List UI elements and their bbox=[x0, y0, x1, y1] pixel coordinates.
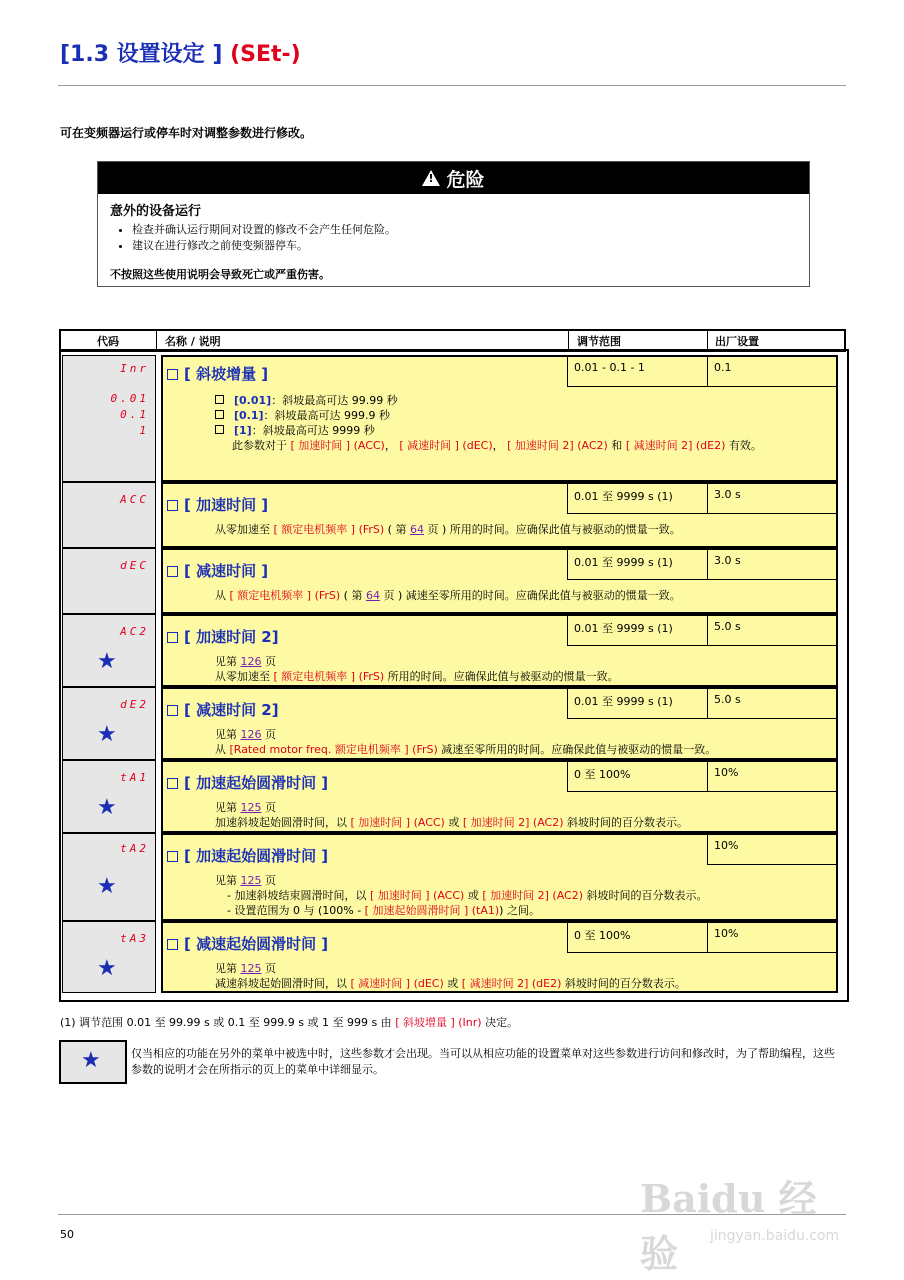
option-code: 0.01 bbox=[110, 392, 149, 405]
danger-subtitle: 意外的设备运行 bbox=[110, 204, 202, 219]
table-row bbox=[62, 833, 838, 921]
checkbox-icon bbox=[167, 500, 178, 511]
legend-box bbox=[59, 1040, 127, 1084]
factory-cell: 3.0 s bbox=[707, 550, 836, 580]
col-range: 调节范围 bbox=[577, 335, 621, 348]
param-name: [ 减速时间 ] bbox=[167, 560, 268, 581]
page-number: 50 bbox=[60, 1228, 74, 1241]
col-factory: 出厂设置 bbox=[715, 335, 759, 348]
param-code: dEC bbox=[120, 559, 149, 572]
param-description: 见第 125 页 加速斜坡起始圆滑时间，以 [ 加速时间 ] (ACC) 或 [ 加速时间 2] (AC2) 斜坡时间的百分数表示。 bbox=[215, 801, 689, 829]
danger-heading: 危险 bbox=[446, 168, 485, 191]
star-icon: ★ bbox=[97, 956, 117, 981]
title-code: (SEt-) bbox=[230, 42, 301, 67]
page-link[interactable]: 126 bbox=[240, 655, 262, 668]
option-code: 1 bbox=[139, 424, 149, 437]
code-cell bbox=[62, 482, 156, 548]
range-cell: 0.01 至 9999 s (1) bbox=[567, 616, 707, 646]
param-name: [ 减速时间 2] bbox=[167, 699, 279, 720]
param-code: dE2 bbox=[120, 698, 149, 711]
param-description: 见第 125 页 减速斜坡起始圆滑时间，以 [ 减速时间 ] (dEC) 或 [ 减速时间 2] (dE2) 斜坡时间的百分数表示。 bbox=[215, 962, 686, 990]
checkbox-icon bbox=[167, 566, 178, 577]
header-divider bbox=[58, 85, 846, 86]
description-cell bbox=[161, 833, 838, 921]
code-cell bbox=[62, 614, 156, 687]
range-cell: 0 至 100% bbox=[567, 762, 707, 792]
param-name: [ 加速时间 ] bbox=[167, 494, 268, 515]
factory-cell: 0.1 bbox=[707, 357, 836, 387]
page-link[interactable]: 125 bbox=[240, 874, 262, 887]
checkbox-icon bbox=[215, 425, 224, 434]
param-code: Inr bbox=[120, 362, 149, 375]
col-name: 名称 / 说明 bbox=[165, 335, 221, 348]
param-name: [ 加速时间 2] bbox=[167, 626, 279, 647]
code-cell bbox=[62, 548, 156, 614]
watermark bbox=[640, 1148, 850, 1276]
page-link[interactable]: 125 bbox=[240, 801, 262, 814]
param-name: [ 减速起始圆滑时间 ] bbox=[167, 933, 328, 954]
description-cell bbox=[161, 548, 838, 614]
checkbox-icon bbox=[167, 778, 178, 789]
range-cell: 0 至 100% bbox=[567, 923, 707, 953]
range-cell: 0.01 至 9999 s (1) bbox=[567, 484, 707, 514]
range-cell: 0.01 至 9999 s (1) bbox=[567, 689, 707, 719]
param-description: 见第 126 页 从 [Rated motor freq. 额定电机频率 ] (FrS) 减速至零所用的时间。应确保此值与被驱动的惯量一致。 bbox=[215, 728, 717, 756]
danger-header bbox=[98, 162, 809, 194]
factory-cell: 5.0 s bbox=[707, 689, 836, 719]
param-description: 见第 126 页 从零加速至 [ 额定电机频率 ] (FrS) 所用的时间。应确保此值与被驱动的惯量一致。 bbox=[215, 655, 619, 683]
param-name: [ 加速起始圆滑时间 ] bbox=[167, 772, 328, 793]
range-cell: 0.01 - 0.1 - 1 bbox=[567, 357, 707, 387]
page-link[interactable]: 64 bbox=[409, 523, 424, 536]
checkbox-icon bbox=[167, 632, 178, 643]
param-code: AC2 bbox=[120, 625, 149, 638]
page-link[interactable]: 125 bbox=[240, 962, 262, 975]
intro-text: 可在变频器运行或停车时对调整参数进行修改。 bbox=[60, 126, 313, 140]
range-cell: 0.01 至 9999 s (1) bbox=[567, 550, 707, 580]
factory-cell: 10% bbox=[707, 762, 836, 792]
param-description: [0.01]：斜坡最高可达 99.99 秒 [0.1]：斜坡最高可达 999.9 秒 [1]：斜坡最高可达 9999 秒 此参数对于 [ 加速时间 ] (ACC)， [ 减速时间 ] (dEC)， [ 加速时间 2] (AC2) 和 [ 减速时间 2] (dE2) 有效。 bbox=[215, 393, 762, 453]
description-cell bbox=[161, 482, 838, 548]
code-cell bbox=[62, 355, 156, 482]
table-row bbox=[62, 614, 838, 687]
star-icon: ★ bbox=[81, 1048, 101, 1073]
warning-icon: ! bbox=[422, 170, 440, 186]
watermark-url: jingyan.baidu.com bbox=[710, 1228, 840, 1244]
code-cell bbox=[62, 921, 156, 993]
table-row bbox=[62, 482, 838, 548]
checkbox-icon bbox=[167, 705, 178, 716]
star-icon: ★ bbox=[97, 874, 117, 899]
param-code: ACC bbox=[120, 493, 149, 506]
code-cell bbox=[62, 687, 156, 760]
table-row bbox=[62, 921, 838, 993]
star-icon: ★ bbox=[97, 649, 117, 674]
table-row bbox=[62, 548, 838, 614]
page-link[interactable]: 126 bbox=[240, 728, 262, 741]
star-icon: ★ bbox=[97, 795, 117, 820]
table-row bbox=[62, 760, 838, 833]
param-code: tA2 bbox=[120, 842, 149, 855]
param-name: [ 斜坡增量 ] bbox=[167, 363, 268, 384]
param-code: tA3 bbox=[120, 932, 149, 945]
code-cell bbox=[62, 760, 156, 833]
description-cell bbox=[161, 760, 838, 833]
col-code: 代码 bbox=[97, 335, 119, 348]
param-name: [ 加速起始圆滑时间 ] bbox=[167, 845, 328, 866]
param-description: 从 [ 额定电机频率 ] (FrS) ( 第 64 页 ) 减速至零所用的时间。应确保此值与被驱动的惯量一致。 bbox=[215, 589, 681, 602]
checkbox-icon bbox=[215, 410, 224, 419]
factory-cell: 10% bbox=[707, 835, 836, 865]
factory-cell: 3.0 s bbox=[707, 484, 836, 514]
factory-cell: 5.0 s bbox=[707, 616, 836, 646]
description-cell bbox=[161, 355, 838, 482]
table-row bbox=[62, 355, 838, 482]
description-cell bbox=[161, 614, 838, 687]
star-icon: ★ bbox=[97, 722, 117, 747]
footnote: (1) 调节范围 0.01 至 99.99 s 或 0.1 至 999.9 s 或 1 至 999 s 由 [ 斜坡增量 ] (Inr) 决定。 bbox=[60, 1016, 519, 1029]
danger-box bbox=[97, 161, 810, 287]
description-cell bbox=[161, 687, 838, 760]
param-description: 见第 125 页 - 加速斜坡结束圆滑时间，以 [ 加速时间 ] (ACC) 或 [ 加速时间 2] (AC2) 斜坡时间的百分数表示。 - 设置范围为 0 与 (100% - [ 加速起始圆滑时间 ] (tA1)) 之间。 bbox=[215, 874, 708, 917]
param-description: 从零加速至 [ 额定电机频率 ] (FrS) ( 第 64 页 ) 所用的时间。应确保此值与被驱动的惯量一致。 bbox=[215, 523, 681, 536]
title-main: [1.3 设置设定 ] bbox=[60, 42, 223, 67]
checkbox-icon bbox=[215, 395, 224, 404]
option-code: 0.1 bbox=[120, 408, 149, 421]
table-row bbox=[62, 687, 838, 760]
page-link[interactable]: 64 bbox=[365, 589, 380, 602]
checkbox-icon bbox=[167, 851, 178, 862]
factory-cell: 10% bbox=[707, 923, 836, 953]
param-code: tA1 bbox=[120, 771, 149, 784]
watermark-brand: Baidu 经验 bbox=[640, 1176, 817, 1276]
page-title bbox=[60, 37, 301, 68]
legend-text: 仅当相应的功能在另外的菜单中被选中时，这些参数才会出现。当可以从相应功能的设置菜单对这些参数进行访问和修改时，为了帮助编程，这些参数的说明才会在所指示的页上的菜单中详细显示。 bbox=[131, 1047, 835, 1076]
danger-footer: 不按照这些使用说明会导致死亡或严重伤害。 bbox=[110, 268, 330, 281]
checkbox-icon bbox=[167, 369, 178, 380]
danger-list bbox=[110, 222, 797, 254]
checkbox-icon bbox=[167, 939, 178, 950]
code-cell bbox=[62, 833, 156, 921]
description-cell bbox=[161, 921, 838, 993]
danger-bullet: • 建议在进行修改之前使变频器停车。 bbox=[132, 238, 797, 254]
danger-bullet: • 检查并确认运行期间对设置的修改不会产生任何危险。 bbox=[132, 222, 797, 238]
